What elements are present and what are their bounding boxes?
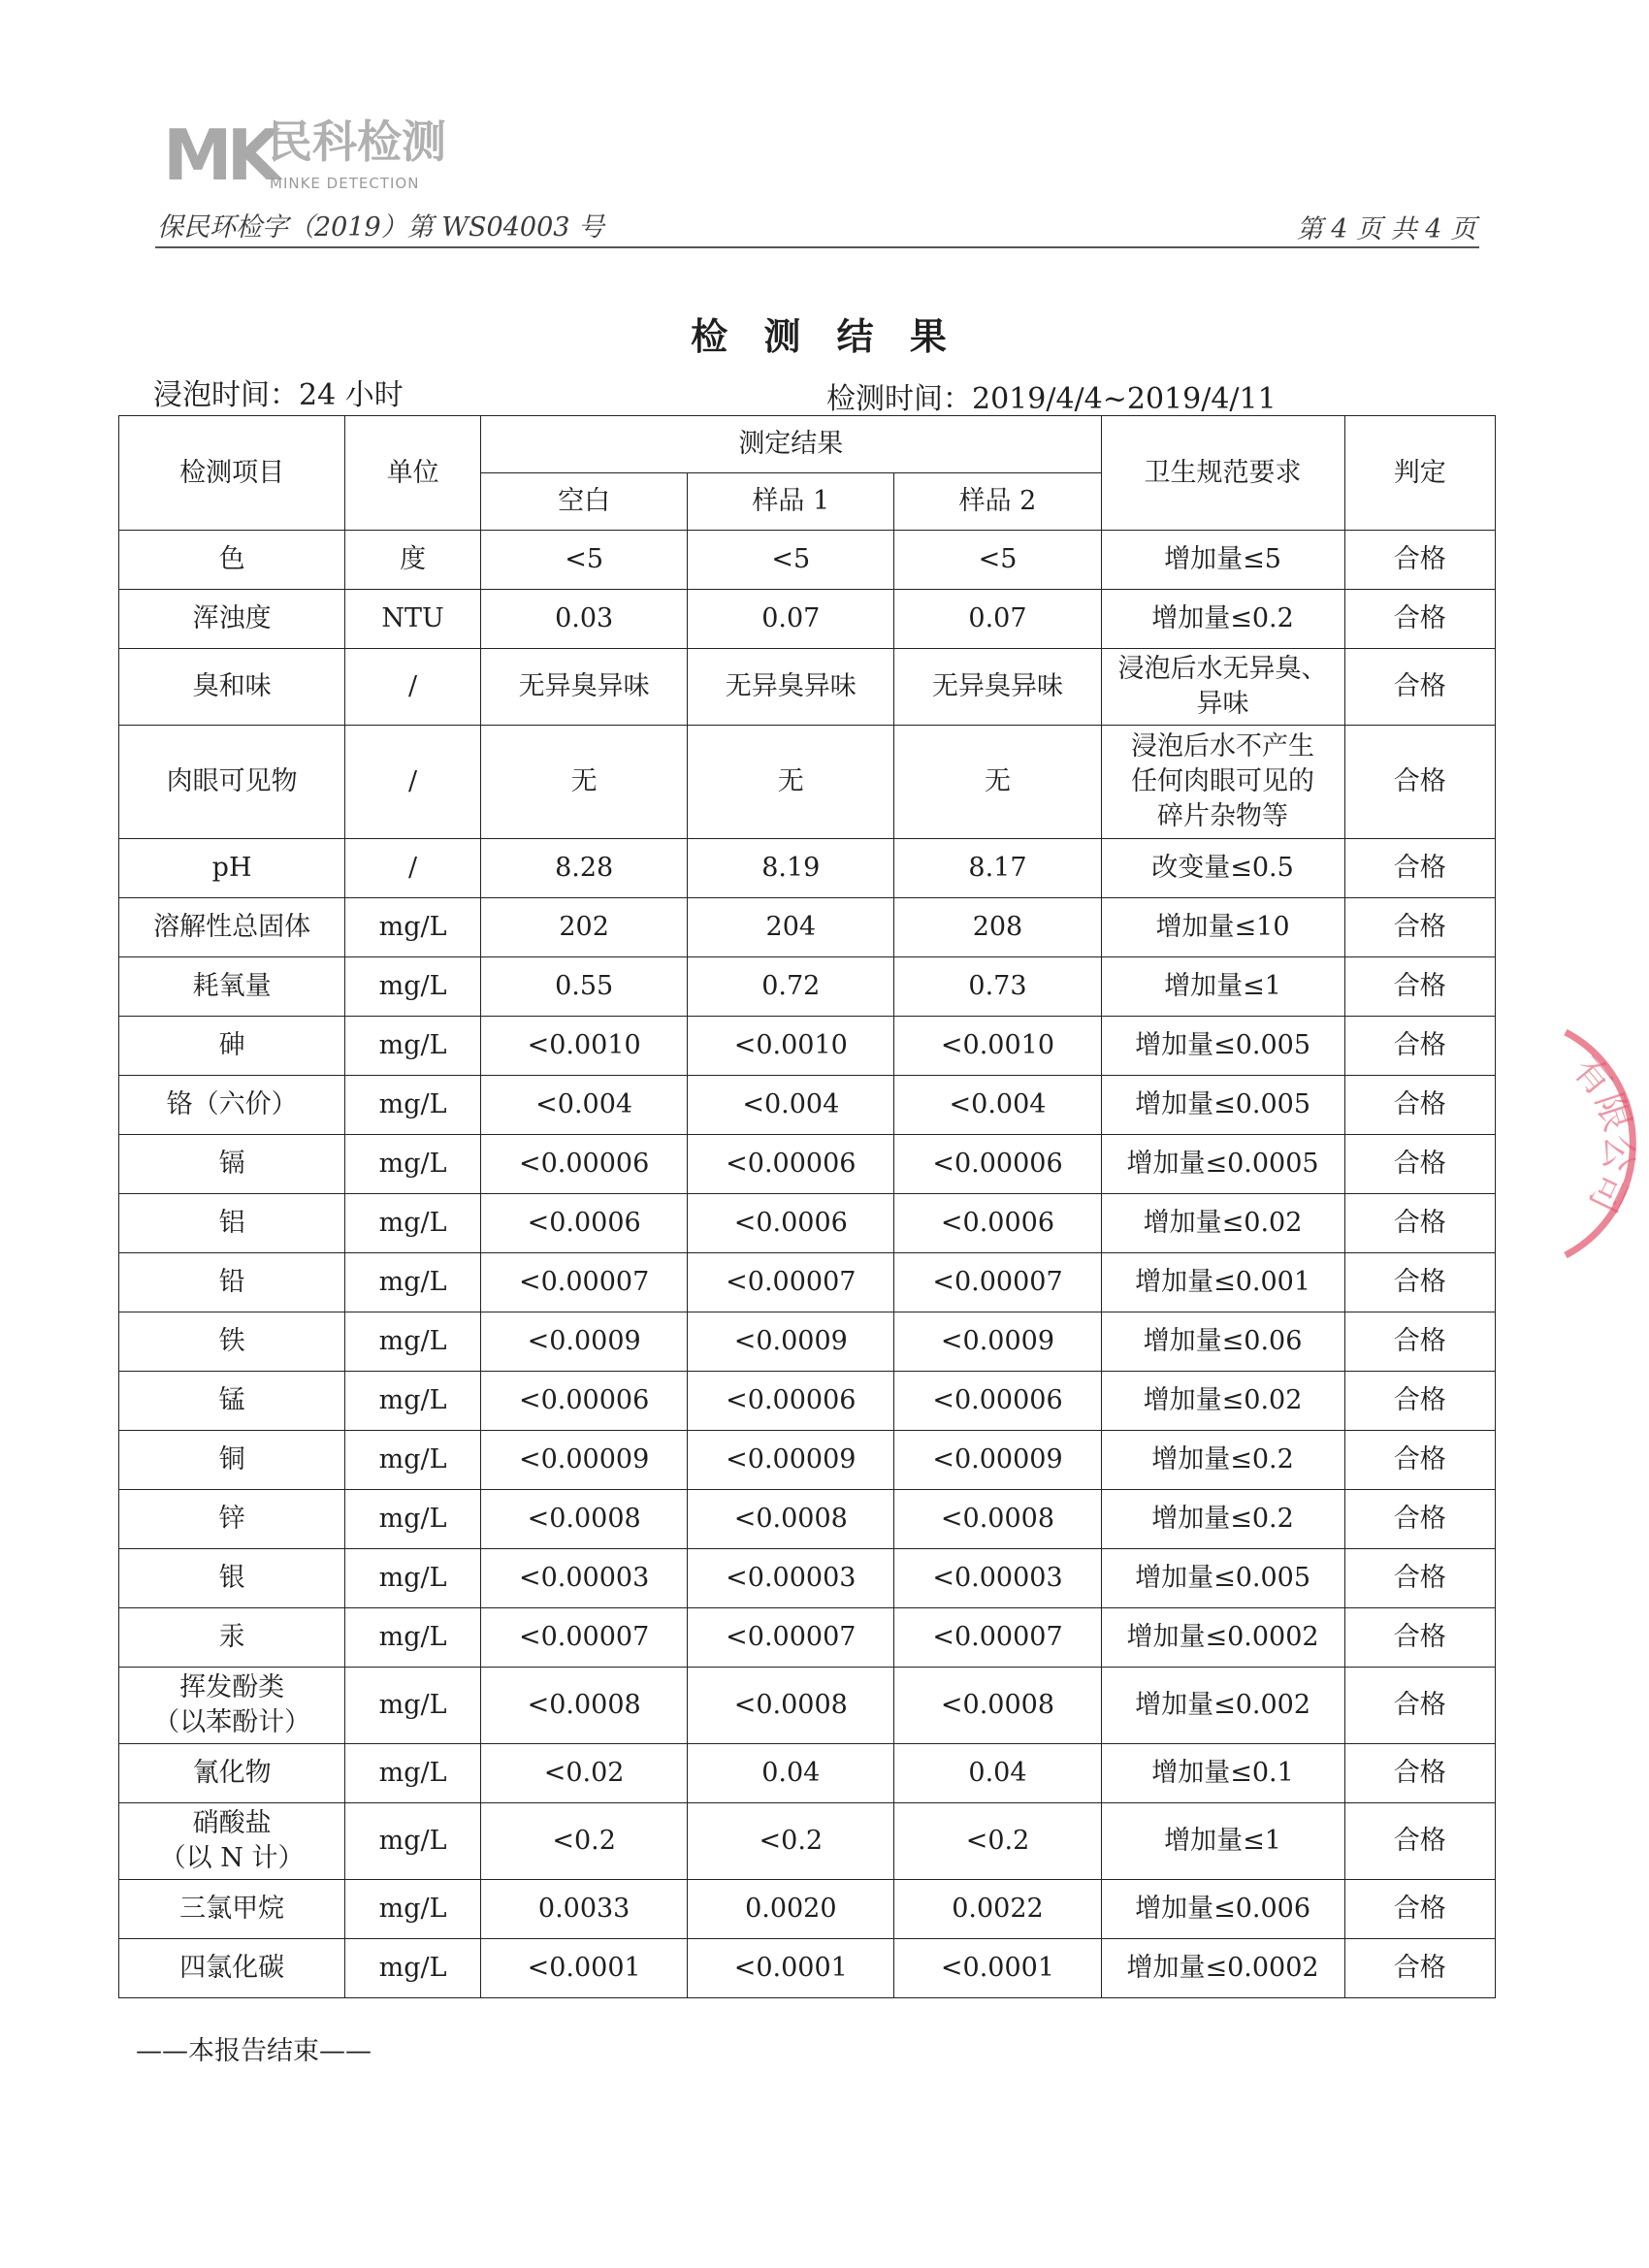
cell-sample2: <0.2 — [894, 1803, 1101, 1880]
cell-verdict: 合格 — [1344, 1076, 1496, 1135]
cell-sample1: <0.0010 — [688, 1017, 894, 1076]
cell-blank: <5 — [481, 531, 688, 590]
table-row — [119, 839, 1496, 898]
table-row — [119, 1135, 1496, 1194]
cell-verdict: 合格 — [1344, 1744, 1496, 1803]
cell-sample2: <0.0008 — [894, 1490, 1101, 1549]
cell-sample2: <0.0001 — [894, 1939, 1101, 1998]
cell-verdict: 合格 — [1344, 1312, 1496, 1372]
cell-verdict: 合格 — [1344, 726, 1496, 839]
cell-unit: mg/L — [345, 898, 481, 957]
cell-item: 铝 — [119, 1194, 345, 1253]
header-spec: 卫生规范要求 — [1101, 416, 1344, 531]
cell-verdict: 合格 — [1344, 898, 1496, 957]
cell-unit: / — [345, 726, 481, 839]
table-row — [119, 898, 1496, 957]
cell-unit: mg/L — [345, 957, 481, 1017]
cell-sample2: 8.17 — [894, 839, 1101, 898]
cell-spec: 增加量≤0.001 — [1101, 1253, 1344, 1312]
cell-sample1: <0.00006 — [688, 1135, 894, 1194]
table-row — [119, 1549, 1496, 1608]
cell-sample1: <0.00003 — [688, 1549, 894, 1608]
report-number: 保民环检字（2019）第 WS04003 号 — [157, 212, 605, 243]
cell-sample2: <0.0010 — [894, 1017, 1101, 1076]
cell-item: 锰 — [119, 1372, 345, 1431]
table-row — [119, 1372, 1496, 1431]
cell-unit: mg/L — [345, 1744, 481, 1803]
cell-blank: 8.28 — [481, 839, 688, 898]
cell-spec: 增加量≤0.02 — [1101, 1194, 1344, 1253]
results-table — [118, 415, 1496, 1998]
soak-time: 浸泡时间：24 小时 — [153, 378, 404, 412]
table-row — [119, 1076, 1496, 1135]
cell-blank: 0.03 — [481, 590, 688, 649]
cell-verdict: 合格 — [1344, 1939, 1496, 1998]
cell-blank: <0.00003 — [481, 1549, 688, 1608]
table-row — [119, 1668, 1496, 1744]
cell-sample1: 0.04 — [688, 1744, 894, 1803]
cell-sample1: <0.0008 — [688, 1668, 894, 1744]
table-row — [119, 531, 1496, 590]
cell-sample2: 0.04 — [894, 1744, 1101, 1803]
cell-verdict: 合格 — [1344, 1253, 1496, 1312]
cell-sample2: <0.00006 — [894, 1135, 1101, 1194]
cell-sample2: 208 — [894, 898, 1101, 957]
cell-sample1: 无 — [688, 726, 894, 839]
cell-item: 硝酸盐 （以 N 计） — [119, 1803, 345, 1880]
cell-sample1: 8.19 — [688, 839, 894, 898]
cell-verdict: 合格 — [1344, 531, 1496, 590]
cell-blank: <0.004 — [481, 1076, 688, 1135]
cell-blank: <0.0008 — [481, 1668, 688, 1744]
cell-item: 耗氧量 — [119, 957, 345, 1017]
cell-verdict: 合格 — [1344, 1549, 1496, 1608]
page-title: 检 测 结 果 — [691, 314, 958, 358]
cell-verdict: 合格 — [1344, 1803, 1496, 1880]
cell-blank: 无异臭异味 — [481, 649, 688, 726]
header-sample2: 样品 2 — [894, 473, 1101, 531]
test-date: 检测时间：2019/4/4~2019/4/11 — [826, 382, 1277, 416]
header-verdict: 判定 — [1344, 416, 1496, 531]
cell-unit: mg/L — [345, 1880, 481, 1939]
cell-spec: 增加量≤0.006 — [1101, 1880, 1344, 1939]
cell-blank: <0.00006 — [481, 1372, 688, 1431]
header-sample1: 样品 1 — [688, 473, 894, 531]
cell-blank: <0.0010 — [481, 1017, 688, 1076]
cell-blank: <0.0009 — [481, 1312, 688, 1372]
page-number: 第 4 页 共 4 页 — [1296, 214, 1476, 244]
cell-item: 四氯化碳 — [119, 1939, 345, 1998]
cell-verdict: 合格 — [1344, 1135, 1496, 1194]
cell-item: 砷 — [119, 1017, 345, 1076]
cell-item: 色 — [119, 531, 345, 590]
cell-item: 臭和味 — [119, 649, 345, 726]
cell-item: pH — [119, 839, 345, 898]
cell-unit: mg/L — [345, 1803, 481, 1880]
table-row — [119, 1880, 1496, 1939]
cell-sample2: <5 — [894, 531, 1101, 590]
cell-unit: 度 — [345, 531, 481, 590]
cell-unit: mg/L — [345, 1668, 481, 1744]
cell-blank: 202 — [481, 898, 688, 957]
cell-unit: mg/L — [345, 1076, 481, 1135]
cell-unit: mg/L — [345, 1549, 481, 1608]
cell-sample1: <0.004 — [688, 1076, 894, 1135]
table-row — [119, 957, 1496, 1017]
cell-blank: <0.00007 — [481, 1608, 688, 1668]
cell-spec: 增加量≤0.06 — [1101, 1312, 1344, 1372]
logo-english-name: MINKE DETECTION — [270, 175, 420, 192]
cell-sample1: <0.00007 — [688, 1253, 894, 1312]
cell-unit: mg/L — [345, 1490, 481, 1549]
cell-item: 挥发酚类 （以苯酚计） — [119, 1668, 345, 1744]
cell-item: 三氯甲烷 — [119, 1880, 345, 1939]
cell-sample2: 无异臭异味 — [894, 649, 1101, 726]
cell-sample2: <0.00006 — [894, 1372, 1101, 1431]
header-result-group: 测定结果 — [481, 416, 1102, 473]
cell-item: 溶解性总固体 — [119, 898, 345, 957]
cell-sample1: <5 — [688, 531, 894, 590]
header-unit: 单位 — [345, 416, 481, 531]
cell-unit: mg/L — [345, 1372, 481, 1431]
cell-spec: 增加量≤1 — [1101, 1803, 1344, 1880]
cell-verdict: 合格 — [1344, 649, 1496, 726]
cell-sample1: <0.00006 — [688, 1372, 894, 1431]
cell-unit: mg/L — [345, 1431, 481, 1490]
cell-spec: 增加量≤0.2 — [1101, 1490, 1344, 1549]
cell-spec: 增加量≤0.005 — [1101, 1017, 1344, 1076]
cell-item: 肉眼可见物 — [119, 726, 345, 839]
table-row — [119, 1017, 1496, 1076]
cell-spec: 增加量≤0.0002 — [1101, 1939, 1344, 1998]
cell-verdict: 合格 — [1344, 1608, 1496, 1668]
cell-spec: 浸泡后水不产生 任何肉眼可见的 碎片杂物等 — [1101, 726, 1344, 839]
end-note: ——本报告结束—— — [136, 2036, 372, 2066]
cell-sample2: 0.73 — [894, 957, 1101, 1017]
cell-sample1: <0.0001 — [688, 1939, 894, 1998]
cell-spec: 增加量≤0.2 — [1101, 1431, 1344, 1490]
cell-sample2: 0.0022 — [894, 1880, 1101, 1939]
cell-unit: mg/L — [345, 1608, 481, 1668]
cell-unit: mg/L — [345, 1253, 481, 1312]
cell-sample2: 无 — [894, 726, 1101, 839]
cell-verdict: 合格 — [1344, 1668, 1496, 1744]
cell-sample1: <0.0008 — [688, 1490, 894, 1549]
cell-sample1: <0.0006 — [688, 1194, 894, 1253]
cell-blank: <0.00007 — [481, 1253, 688, 1312]
cell-spec: 增加量≤10 — [1101, 898, 1344, 957]
cell-unit: mg/L — [345, 1017, 481, 1076]
cell-verdict: 合格 — [1344, 1017, 1496, 1076]
cell-verdict: 合格 — [1344, 1372, 1496, 1431]
cell-item: 银 — [119, 1549, 345, 1608]
cell-spec: 浸泡后水无异臭、 异味 — [1101, 649, 1344, 726]
results-body — [119, 531, 1496, 1998]
logo-mark: MK — [163, 114, 275, 196]
cell-item: 镉 — [119, 1135, 345, 1194]
table-row — [119, 1490, 1496, 1549]
cell-item: 铜 — [119, 1431, 345, 1490]
cell-blank: <0.00009 — [481, 1431, 688, 1490]
cell-blank: <0.0006 — [481, 1194, 688, 1253]
cell-sample1: <0.0009 — [688, 1312, 894, 1372]
table-row — [119, 1312, 1496, 1372]
cell-sample1: 0.72 — [688, 957, 894, 1017]
cell-sample1: 0.0020 — [688, 1880, 894, 1939]
cell-blank: 无 — [481, 726, 688, 839]
cell-sample1: 0.07 — [688, 590, 894, 649]
cell-sample2: <0.004 — [894, 1076, 1101, 1135]
cell-sample2: 0.07 — [894, 590, 1101, 649]
header-item: 检测项目 — [119, 416, 345, 531]
table-row — [119, 1744, 1496, 1803]
cell-sample1: <0.00007 — [688, 1608, 894, 1668]
cell-sample2: <0.0006 — [894, 1194, 1101, 1253]
cell-verdict: 合格 — [1344, 1431, 1496, 1490]
cell-item: 浑浊度 — [119, 590, 345, 649]
cell-unit: / — [345, 839, 481, 898]
cell-sample1: <0.2 — [688, 1803, 894, 1880]
cell-unit: mg/L — [345, 1939, 481, 1998]
cell-blank: 0.0033 — [481, 1880, 688, 1939]
cell-item: 锌 — [119, 1490, 345, 1549]
cell-spec: 增加量≤0.0005 — [1101, 1135, 1344, 1194]
cell-unit: mg/L — [345, 1194, 481, 1253]
cell-spec: 增加量≤1 — [1101, 957, 1344, 1017]
header-blank: 空白 — [481, 473, 688, 531]
cell-unit: mg/L — [345, 1135, 481, 1194]
cell-sample2: <0.00007 — [894, 1608, 1101, 1668]
cell-unit: / — [345, 649, 481, 726]
logo-chinese-name: 民科检测 — [268, 115, 446, 168]
cell-verdict: 合格 — [1344, 590, 1496, 649]
table-row — [119, 1939, 1496, 1998]
cell-spec: 增加量≤0.2 — [1101, 590, 1344, 649]
cell-sample1: <0.00009 — [688, 1431, 894, 1490]
cell-verdict: 合格 — [1344, 957, 1496, 1017]
cell-blank: <0.2 — [481, 1803, 688, 1880]
cell-sample2: <0.00009 — [894, 1431, 1101, 1490]
cell-sample1: 无异臭异味 — [688, 649, 894, 726]
cell-blank: <0.0008 — [481, 1490, 688, 1549]
cell-verdict: 合格 — [1344, 839, 1496, 898]
cell-sample2: <0.00007 — [894, 1253, 1101, 1312]
table-row — [119, 1803, 1496, 1880]
table-row — [119, 1431, 1496, 1490]
cell-item: 铅 — [119, 1253, 345, 1312]
cell-blank: <0.02 — [481, 1744, 688, 1803]
cell-verdict: 合格 — [1344, 1490, 1496, 1549]
cell-item: 氰化物 — [119, 1744, 345, 1803]
table-row — [119, 649, 1496, 726]
cell-item: 铬（六价） — [119, 1076, 345, 1135]
cell-spec: 增加量≤0.1 — [1101, 1744, 1344, 1803]
cell-verdict: 合格 — [1344, 1880, 1496, 1939]
cell-spec: 增加量≤0.002 — [1101, 1668, 1344, 1744]
cell-sample2: <0.0009 — [894, 1312, 1101, 1372]
table-row — [119, 1194, 1496, 1253]
cell-spec: 改变量≤0.5 — [1101, 839, 1344, 898]
cell-item: 铁 — [119, 1312, 345, 1372]
company-seal — [1527, 1013, 1649, 1275]
cell-spec: 增加量≤0.005 — [1101, 1076, 1344, 1135]
cell-unit: mg/L — [345, 1312, 481, 1372]
table-row — [119, 590, 1496, 649]
cell-blank: 0.55 — [481, 957, 688, 1017]
table-row — [119, 1608, 1496, 1668]
cell-blank: <0.00006 — [481, 1135, 688, 1194]
header-divider — [155, 246, 1479, 248]
cell-sample1: 204 — [688, 898, 894, 957]
cell-sample2: <0.00003 — [894, 1549, 1101, 1608]
cell-blank: <0.0001 — [481, 1939, 688, 1998]
cell-spec: 增加量≤0.02 — [1101, 1372, 1344, 1431]
table-row — [119, 1253, 1496, 1312]
cell-spec: 增加量≤0.005 — [1101, 1549, 1344, 1608]
cell-verdict: 合格 — [1344, 1194, 1496, 1253]
cell-spec: 增加量≤5 — [1101, 531, 1344, 590]
cell-sample2: <0.0008 — [894, 1668, 1101, 1744]
seal-text: 有限公司 — [1565, 1048, 1641, 1219]
table-row — [119, 726, 1496, 839]
cell-item: 汞 — [119, 1608, 345, 1668]
cell-unit: NTU — [345, 590, 481, 649]
cell-spec: 增加量≤0.0002 — [1101, 1608, 1344, 1668]
